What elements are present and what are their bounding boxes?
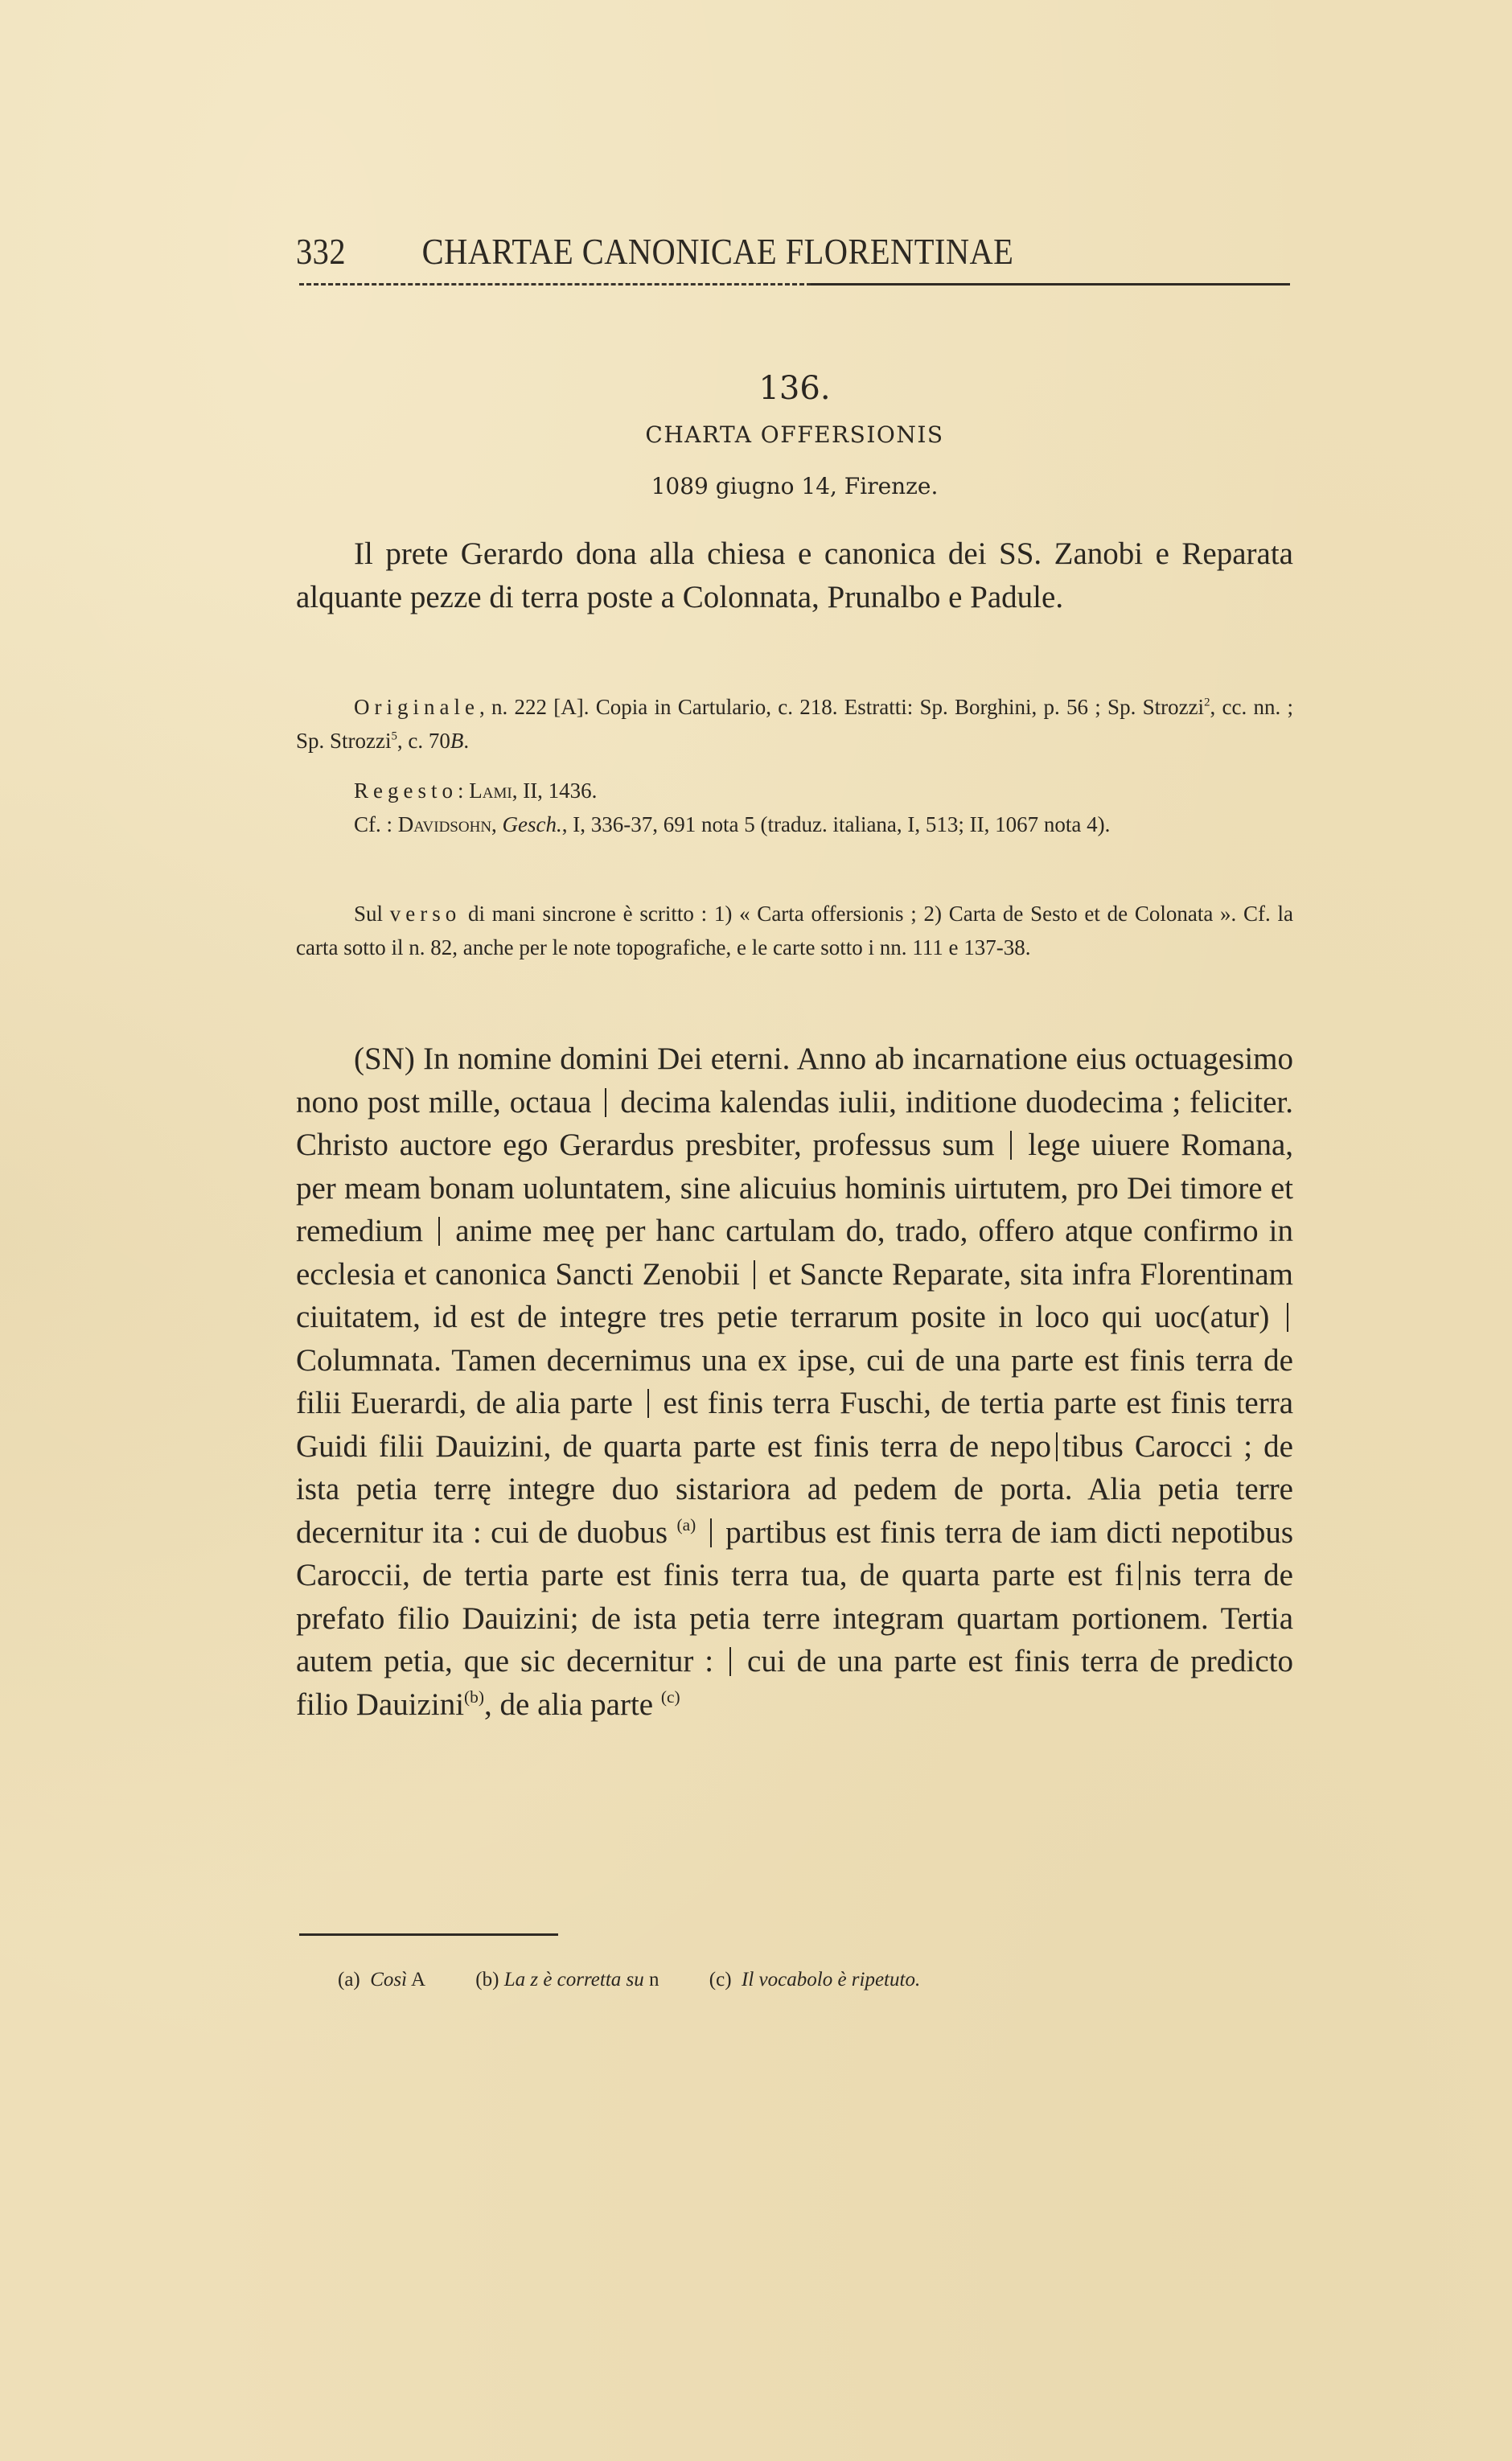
header-rule-solid [811,283,1290,286]
document-title: CHARTA OFFERSIONIS [645,421,944,448]
verso-text: di mani sincrone è scritto : 1) « Carta offersionis ; 2) Carta de Sesto et de Colonata ». Cf. la carta sotto il n. 82, anche per le note topografiche, e le carte sotto i nn. 111 e 137-38. [296,902,1293,959]
footnotes [338,1969,965,1991]
line-break-marker [605,1088,606,1117]
superscript: 5 [391,729,397,743]
charter-segment: anime meę per hanc cartulam do, trado, offero atque confirmo in ecclesia et canonica Sancti Zenobii [296,1214,1294,1292]
footnote-rule [299,1933,558,1936]
line-break-marker [647,1389,649,1418]
line-break-marker [438,1217,440,1246]
tradition-text: , cc. nn. ; Sp. Strozzi [296,695,1293,753]
footnote-mark: (b) [475,1969,499,1991]
charter-segment: Columnata. Tamen decernimus una ex ipse, cui de una parte est finis terra de filii Euerardi, de alia parte [296,1342,1293,1420]
verso-prefix: Sul [354,902,390,926]
document-number: 136. [758,370,831,407]
charter-segment: decima kalendas iulii, inditione duodecima ; feliciter. Christo auctore ego Gerardus presbiter, professus sum [296,1084,1294,1162]
document-date-place: 1089 giugno 14, Firenze. [651,473,939,499]
footnote-b [475,1969,659,1991]
regesto-colon: : [458,779,470,803]
line-break-marker [1139,1561,1140,1590]
charter-segment: lege uiuere Romana, per meam bonam uoluntatem, sine alicuius hominis uirtutem, pro Dei timore et remedium [296,1128,1294,1248]
regesto-label: Regesto [354,779,458,803]
footnote-tail: n [643,1969,659,1991]
originale-label: Originale [354,695,479,719]
cf-ref: , I, 336-37, 691 nota 5 (traduz. italiana, I, 513; II, 1067 nota 4). [561,812,1111,836]
cf-sep: , [491,812,503,836]
tradition-text-italic: B [450,729,464,753]
line-break-marker [754,1260,755,1289]
line-break-marker [710,1518,712,1547]
line-break-marker [1056,1432,1058,1461]
footnote-text: La z è corretta su [503,1969,644,1991]
charter-segment: et Sancte Reparate, sita infra Florentinam ciuitatem, id est de integre tres petie terrarum posite in loco qui uoc(atur) [296,1256,1293,1334]
footnote-ref-a: (a) [676,1514,696,1535]
charter-segment: tibus Carocci ; de ista petia terrę integre duo sistariora ad pedem de porta. Alia petia terre decernitur ita : cui de duobus [296,1428,1293,1550]
footnote-text: Così [370,1969,408,1991]
line-break-marker [1010,1131,1012,1160]
footnote-tail: A [407,1969,426,1991]
page-number: 332 [296,231,347,272]
verso-word: verso [389,902,462,926]
charter-text [296,1037,1293,1726]
tradition-text: , c. 70 [396,729,450,753]
footnote-mark: (c) [709,1969,732,1991]
cf-work: Gesch. [502,812,562,836]
regesto-author: Lami [469,779,512,803]
footnote-mark: (a) [338,1969,360,1991]
charter-segment: partibus est finis terra de iam dicti nepotibus Caroccii, de tertia parte est finis terra tua, de quarta parte est fi [296,1514,1294,1592]
charter-segment: cui de una parte est finis terra de predicto filio Dauizini [296,1644,1293,1722]
tradition-text: , n. 222 [A]. Copia in Cartulario, c. 218. Estratti: Sp. Borghini, p. 56 ; Sp. Strozzi [479,695,1205,719]
verso-note [296,897,1293,964]
line-break-marker [1287,1303,1288,1332]
charter-segment: , de alia parte [484,1687,654,1722]
charter-segment: est finis terra Fuschi, de tertia parte est finis terra Guidi filii Dauizini, de quarta parte est finis terra de nepo [296,1386,1293,1464]
regesto-ref: , II, 1436. [512,779,598,803]
superscript: 2 [1204,696,1210,709]
charter-segment: (SN) In nomine domini Dei eterni. Anno ab incarnatione eius octuagesimo nono post mille, octaua [296,1042,1293,1120]
charter-segment: nis terra de prefato filio Dauizini; de ista petia terre integram quartam portionem. Tertia autem petia, que sic decernitur : [296,1558,1293,1678]
footnote-ref-c: (c) [660,1687,680,1707]
cf-prefix: Cf. : [354,812,398,836]
running-title: CHARTAE CANONICAE FLORENTINAE [421,231,1014,272]
footnote-c [709,1969,920,1991]
document-summary: Il prete Gerardo dona alla chiesa e canonica dei SS. Zanobi e Reparata alquante pezze di terra poste a Colonnata, Prunalbo e Padule. [296,536,1293,614]
tradition-text: . [463,729,470,753]
footnote-text: Il vocabolo è ripetuto. [742,1969,921,1991]
regesto-note [296,774,1293,841]
tradition-note [296,690,1293,758]
footnote-a [338,1969,425,1991]
footnote-ref-b: (b) [464,1687,485,1707]
cf-author: Davidsohn [397,812,492,836]
running-header [296,230,1173,278]
line-break-marker [729,1647,731,1676]
